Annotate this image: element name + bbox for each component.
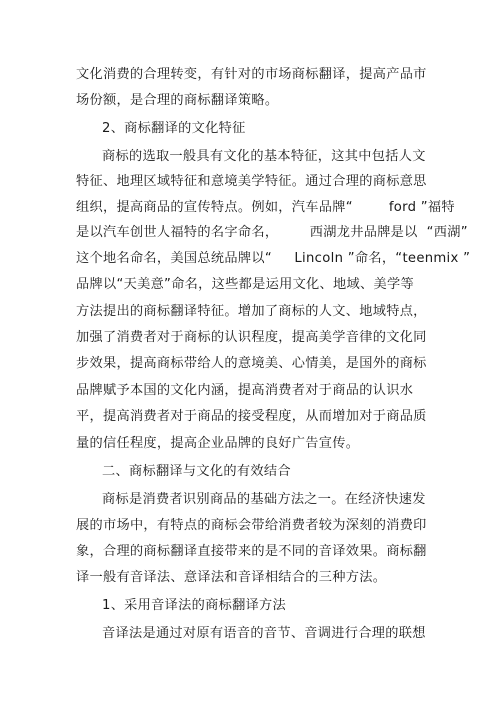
section-heading [0,459,500,485]
text-line [0,351,500,377]
line-text: 量的信任程度，提高企业品牌的良好广告宣传。 [76,436,360,451]
line-text: 这个地名命名，美国总统品牌以“ Lincoln ”命名，“teenmix ” [76,251,471,266]
line-text: 品牌以“天美意”命名，这些都是运用文化、地域、美学等 [76,277,414,292]
text-line [0,539,500,565]
line-text: 平，提高消费者对于商品的接受程度，从而增加对于商品质 [76,409,427,424]
text-line [0,325,500,351]
line-text: 展的市场中，有特点的商标会带给消费者较为深刻的消费印 [76,518,427,533]
heading-text: 二、商标翻译与文化的有效结合 [102,464,291,479]
text-line [0,513,500,539]
text-line [0,565,500,591]
line-text: 象，合理的商标翻译直接带来的是不同的音译效果。商标翻 [76,544,427,559]
text-line [0,62,500,88]
text-line [0,220,500,246]
text-line [0,621,500,647]
line-text: 加强了消费者对于商标的认识程度，提高美学音律的文化同 [76,330,427,345]
heading-text: 2、商标翻译的文化特征 [102,121,246,136]
text-line [0,195,500,221]
text-line [0,272,500,298]
line-text: 方法提出的商标翻译特征。增加了商标的人文、地域特点， [76,304,427,319]
line-text: 文化消费的合理转变，有针对的市场商标翻译，提高产品市 [76,67,427,82]
text-line [0,404,500,430]
heading-text: 1、采用音译法的商标翻译方法 [102,598,287,613]
text-line [0,378,500,404]
line-text: 音译法是通过对原有语音的音节、音调进行合理的联想 [102,626,426,641]
line-text: 步效果，提高商标带给人的意境美、心情美，是国外的商标 [76,356,427,371]
line-text: 商标是消费者识别商品的基础方法之一。在经济快速发 [102,492,426,507]
line-text: 组织，提高商品的宣传特点。例如，汽车品牌“ ford ”福特 [76,200,455,215]
line-text: 特征、地理区域特征和意境美学特征。通过合理的商标意思 [76,174,427,189]
text-line [0,487,500,513]
section-heading [0,116,500,142]
section-heading [0,593,500,619]
line-text: 品牌赋予本国的文化内涵，提高消费者对于商品的认识水 [76,383,414,398]
text-line [0,431,500,457]
text-line [0,299,500,325]
line-text: 商标的选取一般具有文化的基本特征，这其中包括人文 [102,149,426,164]
line-text: 场份额，是合理的商标翻译策略。 [76,93,279,108]
line-text: 译一般有音译法、意译法和音译相结合的三种方法。 [76,570,387,585]
text-line [0,144,500,170]
text-line [0,169,500,195]
text-line [0,246,500,272]
text-line [0,88,500,114]
line-text: 是以汽车创世人福特的名字命名， 西湖龙井品牌是以 “西湖” [76,225,468,240]
